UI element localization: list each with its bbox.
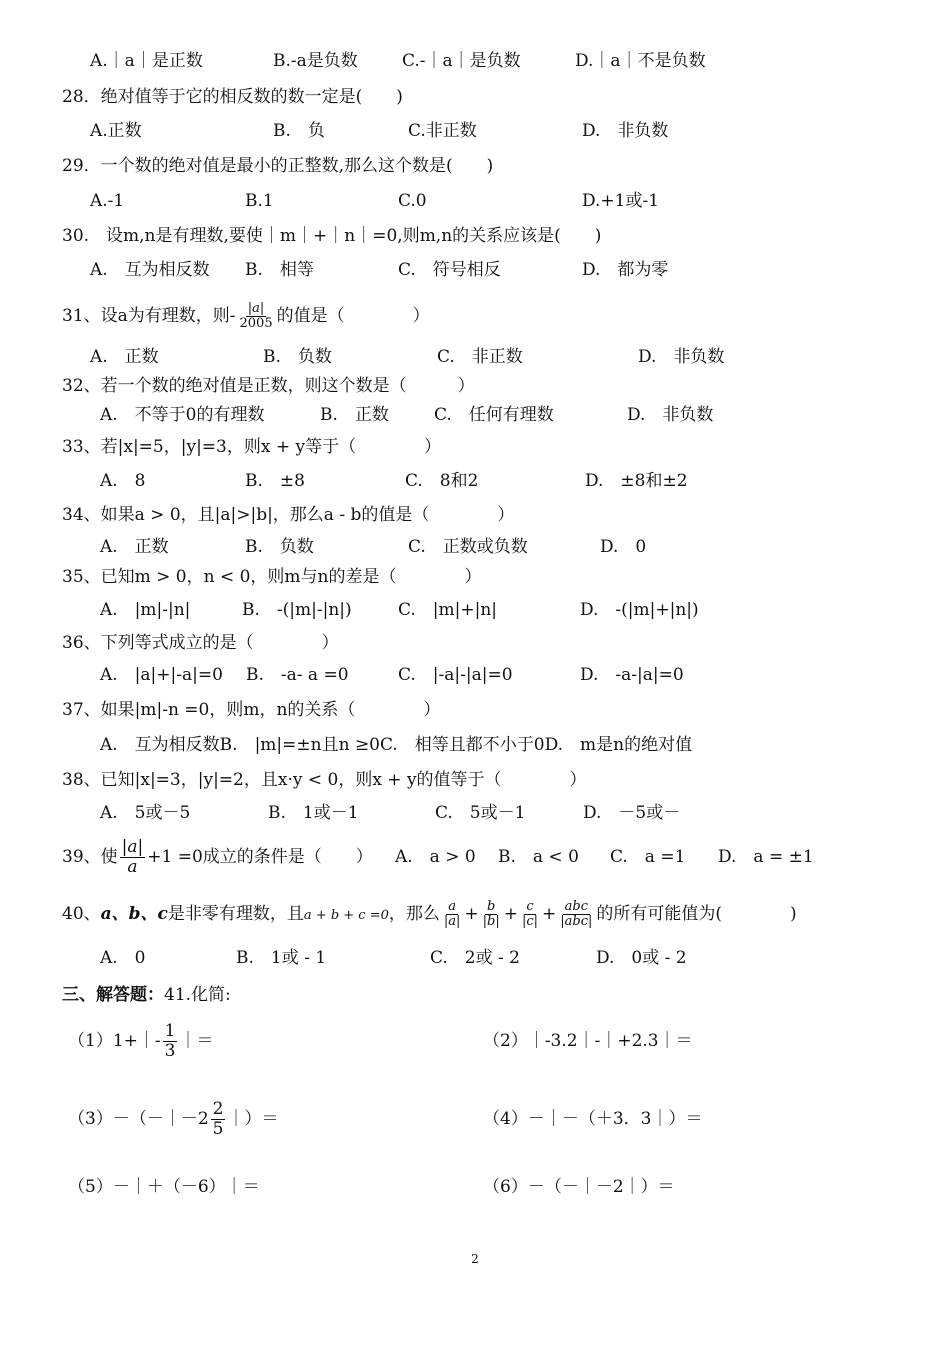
q31-option-d: D. 非负数 (638, 347, 725, 367)
q40-stem: 40、a、b、c是非零有理数，且a + b + c =0，那么 $\frac{a}{|a|}$ + $\frac{b}{|b|}$ + $\frac{c}{|c|}$ + $\frac{\text{abc}}{\text{|abc|}}$ 的所有可能值为( ) (62, 898, 797, 929)
q40-fraction-c (520, 900, 540, 930)
q27-option-a: A.｜a｜是正数 (90, 51, 203, 71)
q40-fraction-a (442, 900, 463, 930)
q29-option-d: D.+1或-1 (582, 191, 660, 211)
q38-option-d: D. －5或－ (583, 803, 681, 823)
q39-option-a: A. a > 0 (395, 847, 476, 867)
q28-option-d: D. 非负数 (582, 121, 669, 141)
problem-1 (68, 1018, 213, 1064)
q34-option-b: B. 负数 (245, 537, 314, 557)
q28-option-b: B. 负 (273, 121, 325, 141)
q34-option-c: C. 正数或负数 (408, 537, 528, 557)
q33-option-d: D. ±8和±2 (585, 471, 688, 491)
q39-stem-post: +1 =0成立的条件是（ ） (147, 847, 373, 867)
problem-1-post: ｜＝ (179, 1031, 214, 1051)
q34-option-a: A. 正数 (100, 537, 169, 557)
q40-fraction-abc (558, 900, 594, 930)
q28-option-a: A.正数 (90, 121, 142, 141)
problem-2: （2）｜-3.2｜-｜+2.3｜＝ (483, 1031, 693, 1051)
q40-condition: a + b + c =0 (303, 908, 389, 923)
q29-option-a: A.-1 (90, 191, 125, 211)
q40-fraction-a-den: |a| (443, 914, 461, 929)
q32-option-a: A. 不等于0的有理数 (100, 405, 265, 425)
q35-stem: 35、已知m > 0，n < 0，则m与n的差是（ ） (62, 567, 482, 587)
q31-stem (62, 296, 430, 336)
q31-stem-post: 的值是（ ） (276, 306, 430, 326)
q39-fraction-denominator: a (127, 857, 138, 877)
q33-option-a: A. 8 (100, 471, 146, 491)
q31-fraction-denominator: 2005 (239, 316, 273, 331)
q40-fraction-b-den: |b| (482, 914, 500, 929)
problem-3 (68, 1096, 278, 1142)
q39-fraction (120, 838, 146, 876)
q33-option-c: C. 8和2 (405, 471, 479, 491)
problem-1-num: 1 (164, 1021, 176, 1042)
q29-option-c: C.0 (398, 191, 427, 211)
q35-option-b: B. -(|m|-|n|) (242, 600, 352, 620)
q40-option-b: B. 1或 - 1 (236, 948, 327, 968)
section-3-subtitle: 41.化简: (164, 985, 231, 1005)
q38-stem: 38、已知|x|=3，|y|=2，且x·y < 0，则x + y的值等于（ ） (62, 770, 587, 790)
problem-4: （4）－｜－（＋3．3｜）＝ (483, 1109, 703, 1129)
q40-stem-pre: 40、 (62, 904, 101, 924)
q40-option-d: D. 0或 - 2 (596, 948, 687, 968)
q40-option-a: A. 0 (100, 948, 146, 968)
q31-option-a: A. 正数 (90, 347, 159, 367)
q39-option-c: C. a =1 (610, 847, 686, 867)
problem-3-num: 2 (212, 1099, 224, 1120)
q34-stem: 34、如果a > 0，且|a|>|b|，那么a - b的值是（ ） (62, 505, 515, 525)
problem-1-fraction (163, 1022, 178, 1060)
q38-option-c: C. 5或－1 (435, 803, 526, 823)
q40-stem-mid2: ，那么 (388, 904, 440, 924)
q31-fraction-numerator: |a| (247, 300, 265, 316)
q32-option-d: D. 非负数 (627, 405, 714, 425)
q40-fraction-b (481, 900, 502, 930)
section-3-heading (62, 984, 231, 1006)
q38-option-b: B. 1或－1 (268, 803, 359, 823)
q30-option-a: A. 互为相反数 (90, 260, 210, 280)
q39-option-d: D. a = ±1 (718, 847, 814, 867)
q32-option-c: C. 任何有理数 (434, 405, 554, 425)
q27-option-d: D.｜a｜不是负数 (575, 51, 706, 71)
q40-stem-post: 的所有可能值为( ) (596, 904, 797, 924)
q37-stem: 37、如果|m|-n =0，则m，n的关系（ ） (62, 700, 441, 720)
q27-option-c: C.-｜a｜是负数 (402, 51, 521, 71)
q40-fraction-abc-num: abc (564, 898, 589, 914)
q35-option-a: A. |m|-|n| (100, 600, 191, 620)
q40-fraction-c-den: |c| (521, 914, 539, 929)
problem-1-pre: （1）1+｜- (68, 1031, 161, 1051)
problem-5: （5）－｜＋（－6）｜＝ (68, 1177, 260, 1197)
page-number: 2 (471, 1252, 479, 1266)
problem-3-den: 5 (212, 1119, 224, 1139)
q40-fraction-abc-den: |abc| (560, 914, 593, 929)
q32-option-b: B. 正数 (320, 405, 389, 425)
q28-stem: 28．绝对值等于它的相反数的数一定是( ) (62, 87, 403, 107)
q30-option-d: D. 都为零 (582, 260, 669, 280)
q30-option-c: C. 符号相反 (398, 260, 501, 280)
section-3-title: 三、解答题： (62, 985, 164, 1005)
q31-option-b: B. 负数 (263, 347, 332, 367)
q34-option-d: D. 0 (600, 537, 647, 557)
q40-vars: a、b、c (100, 904, 168, 924)
q29-option-b: B.1 (245, 191, 274, 211)
q40-stem-mid: 是非零有理数，且 (167, 904, 304, 924)
q30-option-b: B. 相等 (245, 260, 314, 280)
problem-3-fraction (211, 1100, 226, 1138)
q36-option-c: C. |-a|-|a|=0 (398, 665, 513, 685)
q31-fraction (238, 302, 275, 332)
q29-stem: 29．一个数的绝对值是最小的正整数,那么这个数是( ) (62, 156, 494, 176)
q31-stem-pre: 31、设a为有理数，则- (62, 306, 236, 326)
q33-option-b: B. ±8 (245, 471, 305, 491)
problem-6: （6）－（－｜－2｜）＝ (483, 1177, 675, 1197)
problem-1-den: 3 (164, 1041, 176, 1061)
q31-option-c: C. 非正数 (437, 347, 523, 367)
q39-option-b: B. a < 0 (498, 847, 579, 867)
q40-fraction-a-num: a (448, 898, 457, 914)
q36-option-d: D. -a-|a|=0 (580, 665, 684, 685)
q37-options: A. 互为相反数B. |m|=±n且n ≥0C. 相等且都不小于0D. m是n的绝对值 (100, 735, 693, 755)
q39-fraction-numerator: |a| (121, 837, 144, 858)
q36-option-b: B. -a- a =0 (246, 665, 349, 685)
problem-3-post: ｜）＝ (227, 1109, 279, 1129)
q28-option-c: C.非正数 (408, 121, 477, 141)
q40-fraction-c-num: c (526, 898, 534, 914)
q35-option-c: C. |m|+|n| (398, 600, 498, 620)
q33-stem: 33、若|x|=5，|y|=3，则x + y等于（ ） (62, 437, 442, 457)
q27-option-b: B.-a是负数 (273, 51, 358, 71)
q40-fraction-b-num: b (487, 898, 496, 914)
q38-option-a: A. 5或－5 (100, 803, 191, 823)
q39-stem-pre: 39、使 (62, 847, 118, 867)
q36-option-a: A. |a|+|-a|=0 (100, 665, 223, 685)
q32-stem: 32、若一个数的绝对值是正数，则这个数是（ ） (62, 376, 475, 396)
q30-stem: 30. 设m,n是有理数,要使｜m｜+｜n｜=0,则m,n的关系应该是( ) (62, 226, 602, 246)
q39-stem (62, 836, 373, 878)
q40-option-c: C. 2或 - 2 (430, 948, 520, 968)
q36-stem: 36、下列等式成立的是（ ） (62, 633, 339, 653)
q35-option-d: D. -(|m|+|n|) (580, 600, 699, 620)
problem-3-pre: （3）－（－｜－2 (68, 1109, 209, 1129)
